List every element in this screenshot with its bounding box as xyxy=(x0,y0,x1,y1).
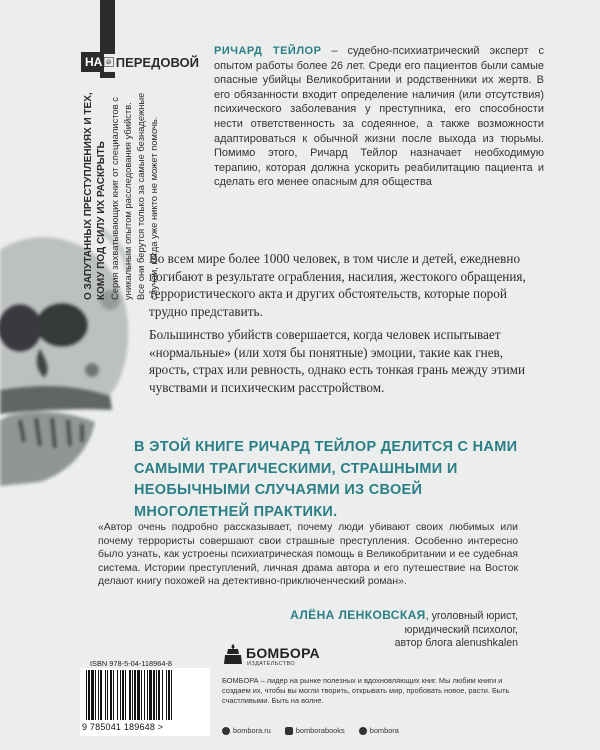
barcode-number: 9 785041 189648 > xyxy=(82,722,164,732)
barcode-bar xyxy=(86,670,87,720)
isbn-text: ISBN 978-5-04-118964-8 xyxy=(90,659,173,668)
barcode-bar xyxy=(141,670,142,720)
fingerprint-icon xyxy=(104,51,113,73)
barcode-bar xyxy=(88,670,90,720)
series-title: О ЗАПУТАННЫХ ПРЕСТУПЛЕНИЯХ И ТЕХ, КОМУ ПОД СИЛУ ИХ РАСКРЫТЬ xyxy=(83,92,107,300)
barcode-bar xyxy=(171,670,172,720)
author-bio xyxy=(214,44,544,190)
social-site-label: bombora.ru xyxy=(233,726,271,735)
quote-author: АЛЁНА ЛЕНКОВСКАЯ xyxy=(290,608,426,622)
publisher-sub: ИЗДАТЕЛЬСТВО xyxy=(247,661,296,667)
second-paragraph: Большинство убийств совершается, когда человек испытывает «нормальные» (или хотя бы понятные) эмоции, такие как гнев, ярость, страх или ревность, однако есть тонкая грань между этими чувствами и психическим расстройством. xyxy=(149,327,526,395)
quote-role-2: юридический психолог, xyxy=(404,623,518,636)
teal-callout: В ЭТОЙ КНИГЕ РИЧАРД ТЕЙЛОР ДЕЛИТСЯ С НАМИ САМЫМИ ТРАГИЧЕСКИМИ, СТРАШНЫМИ И НЕОБЫЧНЫМИ СЛУЧАЯМИ ИЗ СВОЕЙ МНОГОЛЕТНЕЙ ПРАКТИКИ. xyxy=(134,439,518,520)
author-name: РИЧАРД ТЕЙЛОР xyxy=(214,45,322,57)
review-quote: «Автор очень подробно рассказывает, почему люди убивают своих любимых или почему террористы совершают свои страшные преступления. Особенно интересно было узнать, как устроены психиатрическая помощь в Великобритании и ее судебная система. Истории преступлений, личная драма автора и его путешествие на Восток делают книгу похожей на детективно-приключенческий роман». xyxy=(98,522,518,587)
intro-paragraph: Во всем мире более 1000 человек, в том числе и детей, ежедневно погибают в результате ограбления, насилия, жестокого обращения, террористического акта и других обстоятельств, которые порой трудно представить. xyxy=(149,251,526,319)
barcode-bar xyxy=(120,670,121,720)
social-books-label: bomborabooks xyxy=(295,726,345,735)
barcode-bar xyxy=(156,670,157,720)
publisher-socials xyxy=(222,726,399,735)
barcode-bar xyxy=(105,670,106,720)
quote-role-3: автор блога alenushkalen xyxy=(394,637,518,649)
series-prefix: НА xyxy=(81,52,104,72)
barcode-icon xyxy=(86,670,204,720)
barcode-bar xyxy=(91,670,94,720)
barcode-bar xyxy=(132,670,133,720)
barcode-bar xyxy=(117,670,118,720)
social-site[interactable] xyxy=(222,726,271,735)
bombora-logo-icon xyxy=(222,642,244,666)
publisher-description: БОМБОРА – лидер на рынке полезных и вдохновляющих книг. Мы любим книги и создаем их, чтобы вы могли творить, открывать мир, пробовать новое, расти. Быть счастливыми. Быть на волне. xyxy=(222,676,510,705)
barcode-bar xyxy=(166,670,167,720)
series-badge xyxy=(81,52,199,72)
series-word: ПЕРЕДОВОЙ xyxy=(115,54,199,70)
series-bar-top xyxy=(100,0,115,54)
social-books[interactable] xyxy=(285,726,345,735)
telegram-icon xyxy=(359,727,367,735)
barcode-bar xyxy=(129,670,131,720)
barcode-bar xyxy=(137,670,140,720)
social-main-label: bombora xyxy=(369,726,399,735)
barcode-bar xyxy=(134,670,136,720)
barcode-bar xyxy=(110,670,112,720)
barcode-bar xyxy=(95,670,96,720)
barcode-bar xyxy=(144,670,145,720)
barcode-bar xyxy=(125,670,126,720)
series-description: Серия захватывающих книг от специалистов с уникальным опытом расследования убийств. Все они берутся только за самые безнадежные случаи, когда уже никто не может помочь. xyxy=(109,92,159,300)
vk-icon xyxy=(285,727,293,735)
barcode-bar xyxy=(122,670,124,720)
barcode-bar xyxy=(162,670,163,720)
author-bio-text: – судебно-психиатрический эксперт с опытом работы более 26 лет. Среди его пациентов были самые опасные убийцы Великобритании и родственники их жертв. В его обязанности входит определение наличия (или отсутствия) психического заболевания у преступника, его способности нести ответственность за содеянное, а также возможности адаптироваться к обычной жизни после выхода из тюрьмы. Помимо этого, Ричард Тейлор назначает необходимую терапию, которая должна ускорить реабилитацию пациента и сделать его менее опасным для общества xyxy=(214,45,544,189)
quote-role-1: , уголовный юрист, xyxy=(425,610,518,622)
barcode-bar xyxy=(153,670,155,720)
instagram-icon xyxy=(222,727,230,735)
barcode-bar xyxy=(98,670,99,720)
barcode-bar xyxy=(168,670,170,720)
publisher-name: БОМБОРА xyxy=(246,645,320,661)
barcode-bar xyxy=(107,670,108,720)
barcode-box xyxy=(80,668,210,736)
barcode-bar xyxy=(158,670,160,720)
barcode-bar xyxy=(147,670,148,720)
barcode-bar xyxy=(149,670,152,720)
social-main[interactable] xyxy=(359,726,399,735)
barcode-bar xyxy=(113,670,114,720)
barcode-bar xyxy=(100,670,102,720)
